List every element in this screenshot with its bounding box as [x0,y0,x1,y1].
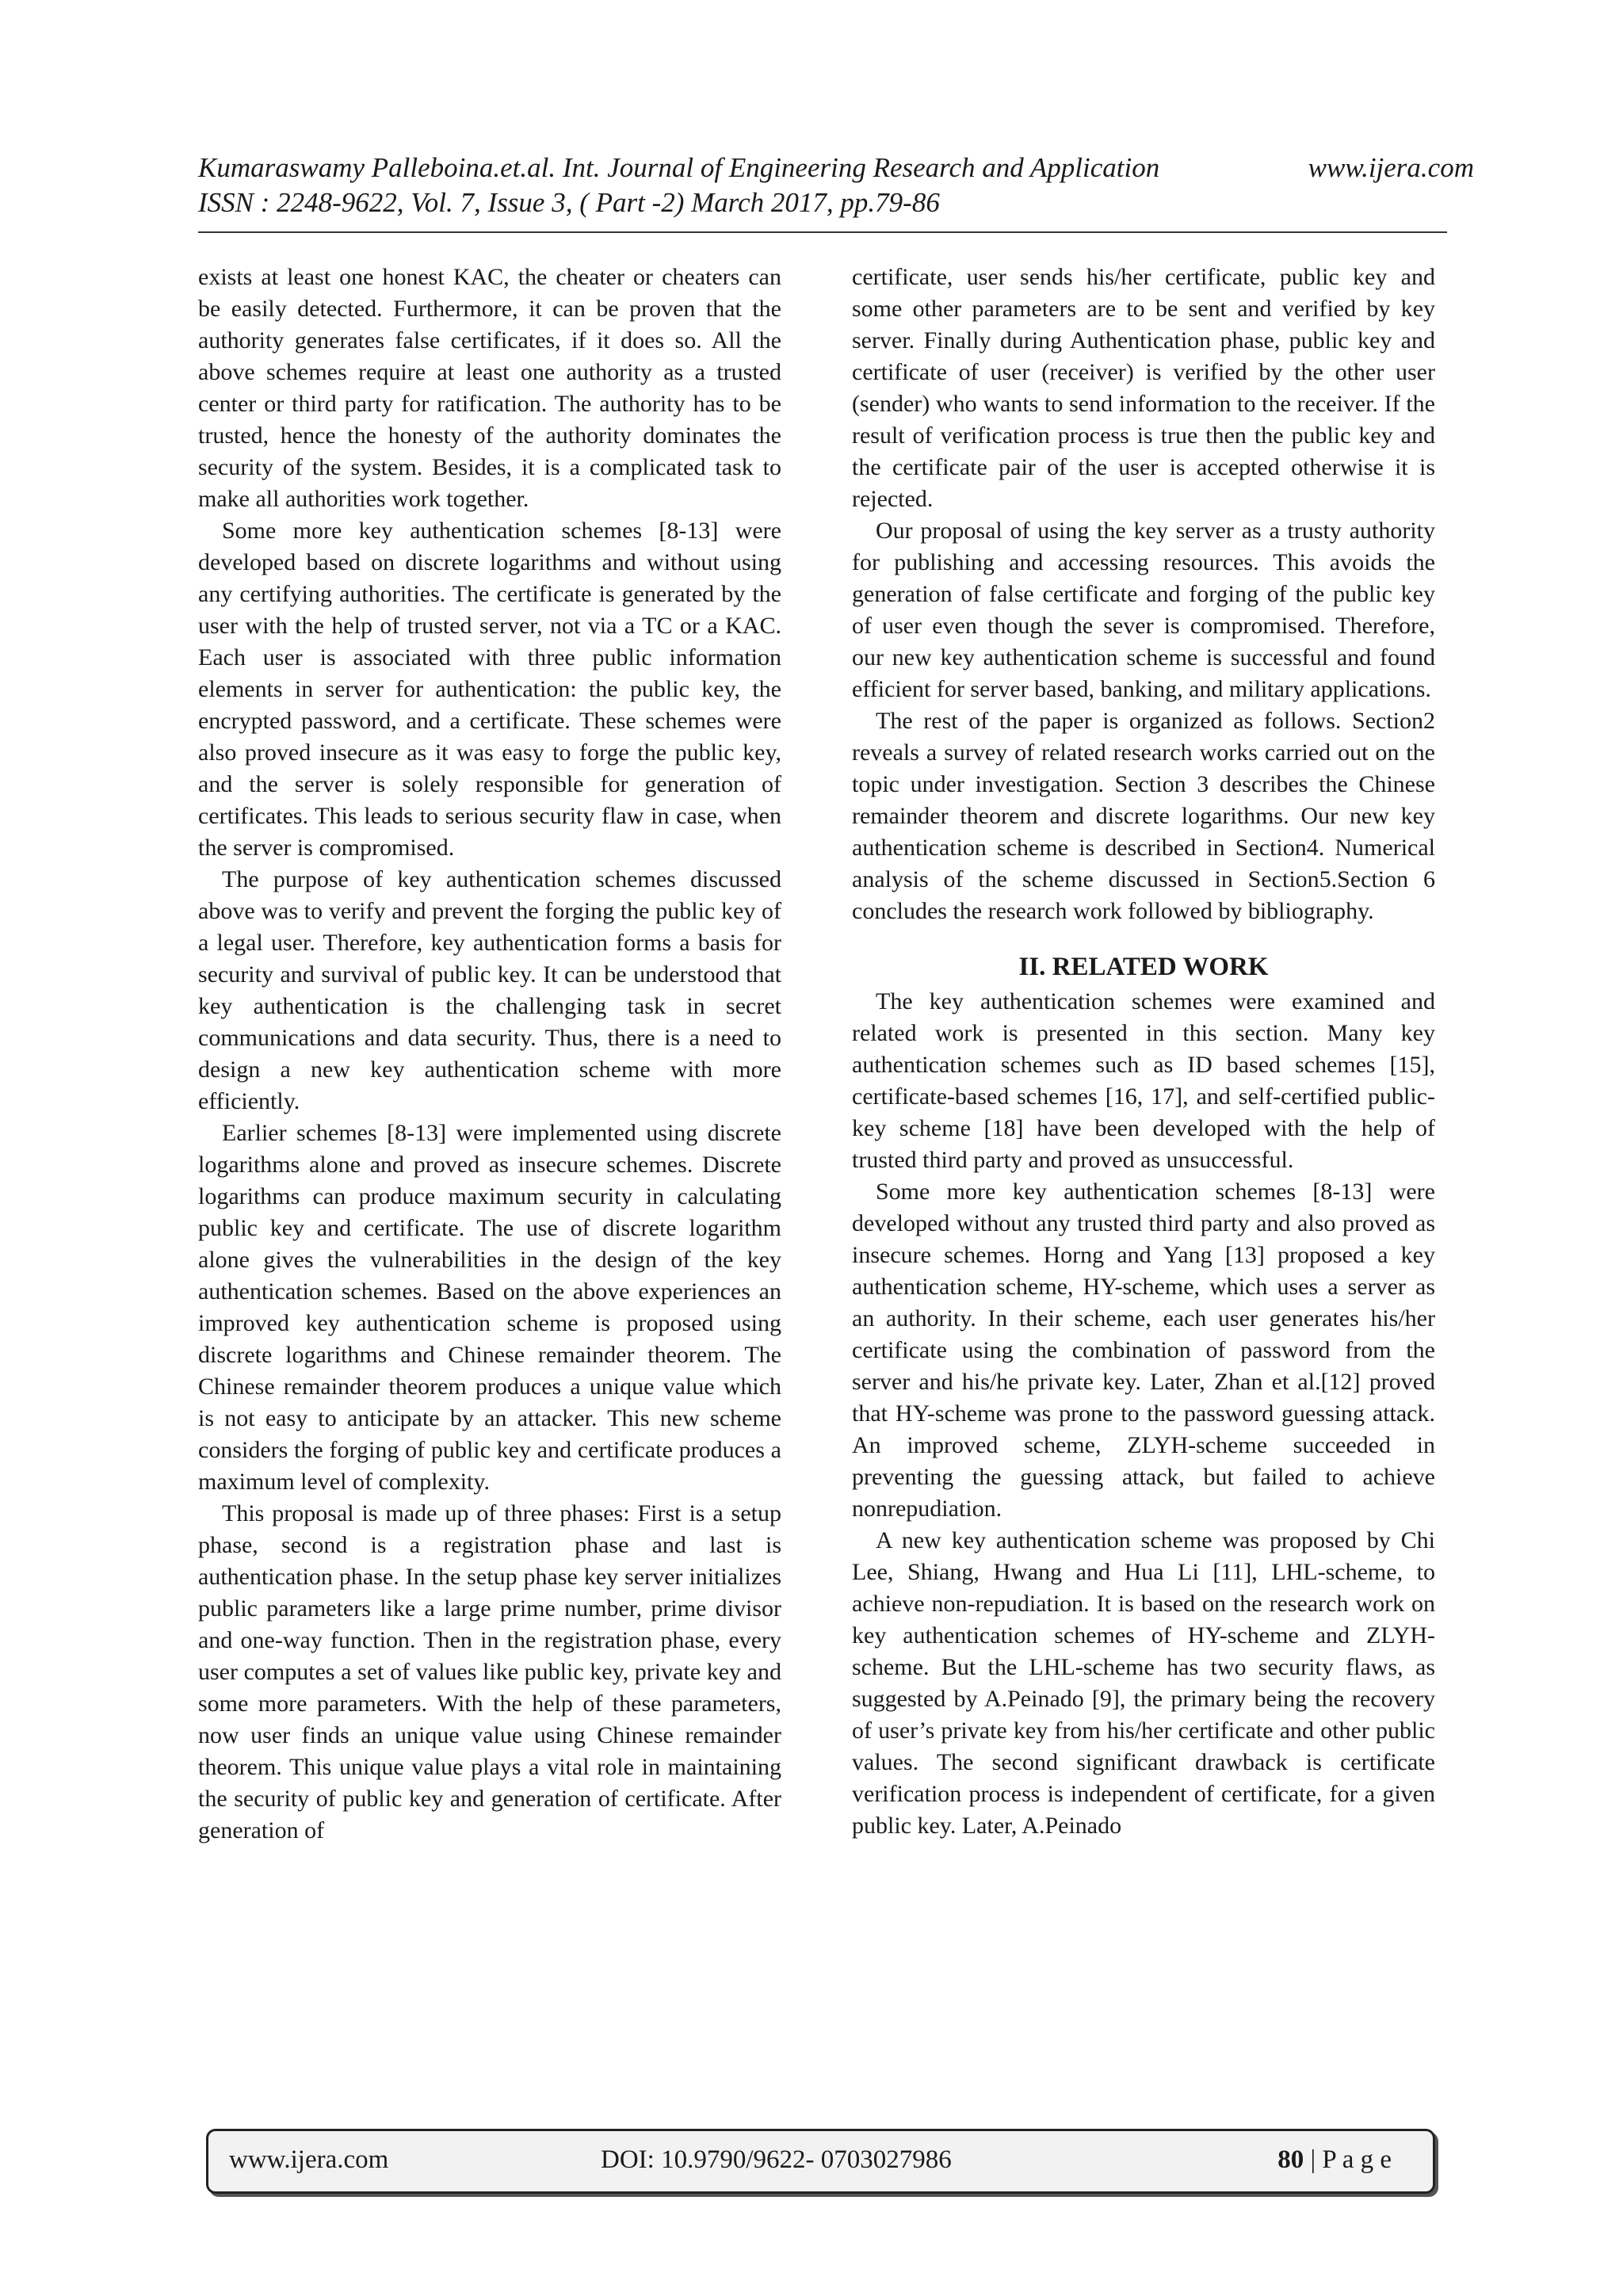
paragraph: Some more key authentication schemes [8-13] were developed without any trusted third party and also proved as insecure schemes. Horng and Yang [13] proposed a key authentication scheme, HY-scheme, which uses a server as an authority. In their scheme, each user generates his/her certificate using the combination of password from the server and his/he private key. Later, Zhan et al.[12] proved that HY-scheme was prone to the password guessing attack. An improved scheme, ZLYH-scheme succeeded in preventing the guessing attack, but failed to achieve nonrepudiation. [852,1179,1435,1522]
footer-doi: DOI: 10.9790/9622- 0703027986 [601,2145,952,2174]
header-rule [198,231,1447,233]
paragraph: Earlier schemes [8-13] were implemented using discrete logarithms alone and proved as insecure schemes. Discrete logarithms can produce maximum security in calculating public key and certificate. The use of discrete logarithm alone gives the vulnerabilities in the design of the key authentication schemes. Based on the above experiences an improved key authentication scheme is proposed using discrete logarithms and Chinese remainder theorem. The Chinese remainder theorem produces a unique value which is not easy to anticipate by an attacker. This new scheme considers the forging of public key and certificate produces a maximum level of complexity. [198,1120,781,1495]
footer-website: www.ijera.com [229,2145,389,2174]
page-label: | P a g e [1304,2145,1392,2174]
paragraph: Some more key authentication schemes [8-13] were developed based on discrete logarithms and without using any certifying authorities. The certificate is generated by the user with the help of trusted server, not via a TC or a KAC. Each user is associated with three public information elements in server for authentication: the public key, the encrypted password, and a certificate. These schemes were also proved insecure as it was easy to forge the public key, and the server is solely responsible for generation of certificates. This leads to serious security flaw in case, when the server is compromised. [198,518,781,861]
left-column [198,262,781,1847]
journal-citation: Kumaraswamy Palleboina.et.al. Int. Journal of Engineering Research and Application [198,152,1160,183]
paragraph: The key authentication schemes were examined and related work is presented in this section. Many key authentication schemes such as ID based schemes [15], certificate-based schemes [16, 17], and self-certified public-key scheme [18] have been developed with the help of trusted third party and proved as unsuccessful. [852,988,1435,1173]
paragraph: This proposal is made up of three phases: First is a setup phase, second is a registration phase and last is authentication phase. In the setup phase key server initializes public parameters like a large prime number, prime divisor and one-way function. Then in the registration phase, every user computes a set of values like public key, private key and some more parameters. With the help of these parameters, now user finds an unique value using Chinese remainder theorem. This unique value plays a vital role in maintaining the security of public key and generation of certificate. After generation of [198,1500,781,1843]
paragraph: exists at least one honest KAC, the cheater or cheaters can be easily detected. Furthermore, it can be proven that the authority generates false certificates, if it does so. All the above schemes require at least one authority as a trusted center or third party for ratification. The authority has to be trusted, hence the honesty of the authority dominates the security of the system. Besides, it is a complicated task to make all authorities work together. [198,264,781,512]
right-column [852,262,1435,1842]
paragraph: certificate, user sends his/her certificate, public key and some other parameters are to be sent and verified by key server. Finally during Authentication phase, public key and certificate of user (receiver) is verified by the other user (sender) who wants to send information to the receiver. If the result of verification process is true then the public key and the certificate pair of the user is accepted otherwise it is rejected. [852,264,1435,512]
paragraph: The rest of the paper is organized as follows. Section2 reveals a survey of related research works carried out on the topic under investigation. Section 3 describes the Chinese remainder theorem and discrete logarithms. Our new key authentication scheme is described in Section4. Numerical analysis of the scheme discussed in Section5.Section 6 concludes the research work followed by bibliography. [852,708,1435,924]
paragraph: Our proposal of using the key server as a trusty authority for publishing and accessing resources. This avoids the generation of false certificate and forging of the public key of user even though the sever is compromised. Therefore, our new key authentication scheme is successful and found efficient for server based, banking, and military applications. [852,518,1435,702]
issn-info: ISSN : 2248-9622, Vol. 7, Issue 3, ( Part -2) March 2017, pp.79-86 [198,187,940,218]
page-footer [206,2129,1435,2194]
page-number: 80 [1277,2145,1304,2174]
journal-website: www.ijera.com [1308,152,1474,183]
footer-page-number [1277,2145,1392,2175]
section-heading: II. RELATED WORK [1018,953,1269,981]
paragraph: A new key authentication scheme was proposed by Chi Lee, Shiang, Hwang and Hua Li [11], LHL-scheme, to achieve non-repudiation. It is based on the research work on key authentication schemes of HY-scheme and ZLYH-scheme. But the LHL-scheme has two security flaws, as suggested by A.Peinado [9], the primary being the recovery of user’s private key from his/her certificate and other public values. The second significant drawback is certificate verification process is independent of certificate, for a given public key. Later, A.Peinado [852,1527,1435,1839]
running-header [198,151,1474,220]
paragraph: The purpose of key authentication schemes discussed above was to verify and prevent the forging the public key of a legal user. Therefore, key authentication forms a basis for security and survival of public key. It can be understood that key authentication is the challenging task in secret communications and data security. Thus, there is a need to design a new key authentication scheme with more efficiently. [198,866,781,1114]
